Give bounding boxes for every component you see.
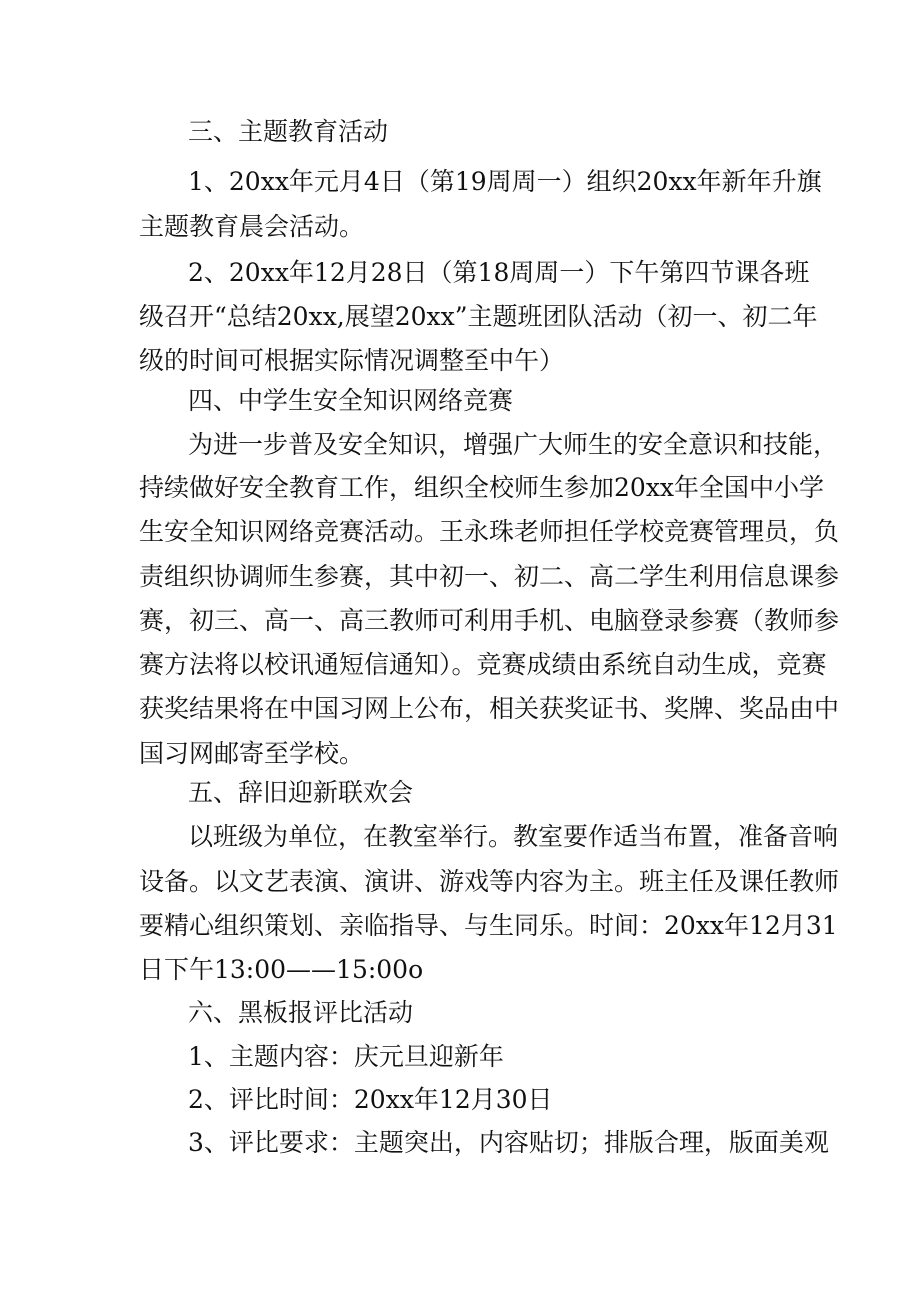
paragraph-line: 赛，初三、高一、高三教师可利用手机、电脑登录参赛（教师参 <box>139 606 840 635</box>
paragraph-line: 生安全知识网络竞赛活动。王永珠老师担任学校竞赛管理员，负 <box>139 517 840 546</box>
paragraph-line: 持续做好安全教育工作，组织全校师生参加20xx年全国中小学 <box>139 473 825 502</box>
heading-new-year-party: 五、辞旧迎新联欢会 <box>188 778 414 807</box>
paragraph-line: 级召开“总结20xx,展望20xx”主题班团队活动（初一、初二年 <box>139 302 818 331</box>
paragraph-line: 要精心组织策划、亲临指导、与生同乐。时间：20xx年12月31 <box>139 911 838 940</box>
paragraph-line: 为进一步普及安全知识，增强广大师生的安全意识和技能， <box>188 430 839 459</box>
heading-blackboard-contest: 六、黑板报评比活动 <box>188 998 414 1027</box>
paragraph-line: 设备。以文艺表演、演讲、游戏等内容为主。班主任及课任教师 <box>139 867 840 896</box>
paragraph-line: 3、评比要求：主题突出，内容贴切；排版合理，版面美观 <box>188 1128 829 1157</box>
heading-safety-contest: 四、中学生安全知识网络竞赛 <box>188 386 514 415</box>
paragraph-line: 主题教育晨会活动。 <box>139 212 365 241</box>
paragraph-line: 获奖结果将在中国习网上公布，相关获奖证书、奖牌、奖品由中 <box>139 694 840 723</box>
paragraph-line: 赛方法将以校讯通短信通知）。竞赛成绩由系统自动生成，竞赛 <box>139 650 827 679</box>
paragraph-line: 责组织协调师生参赛，其中初一、初二、高二学生利用信息课参 <box>139 562 840 591</box>
paragraph-line: 级的时间可根据实际情况调整至中午） <box>139 346 565 375</box>
paragraph-line: 1、20xx年元月4日（第19周周一）组织20xx年新年升旗 <box>188 167 822 196</box>
paragraph-line: 以班级为单位，在教室举行。教室要作适当布置，准备音响 <box>188 822 839 851</box>
paragraph-line: 1、主题内容：庆元旦迎新年 <box>188 1042 504 1071</box>
paragraph-line: 2、评比时间：20xx年12月30日 <box>188 1085 553 1114</box>
paragraph-line: 国习网邮寄至学校。 <box>139 739 365 768</box>
heading-theme-education: 三、主题教育活动 <box>188 117 389 146</box>
paragraph-line: 日下午13:00——15:00o <box>139 955 424 984</box>
paragraph-line: 2、20xx年12月28日（第18周周一）下午第四节课各班 <box>188 258 810 287</box>
